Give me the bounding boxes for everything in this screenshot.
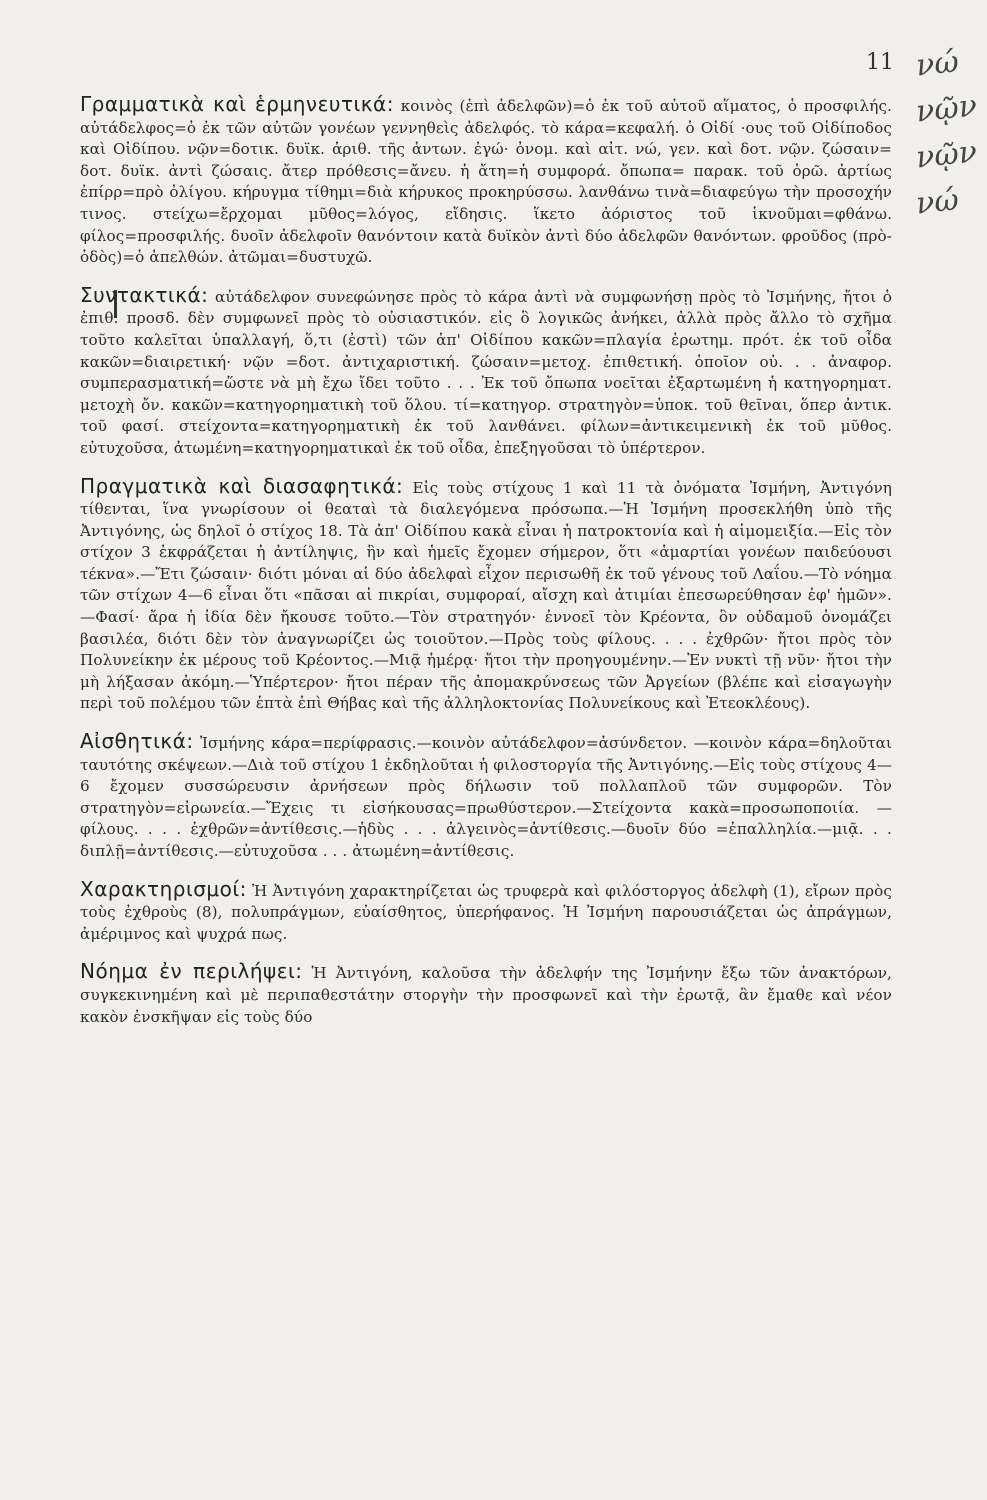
section-heading: Γραμματικὰ καὶ ἑρμηνευτικά: — [80, 92, 394, 116]
section-text: Ἡ Ἀντιγόνη χαρακτηρίζεται ὡς τρυφερὰ καὶ φιλόστοργος ἀδελφὴ (1), εἴρων πρὸς τοὺς ἐχθροὺς (8), πολυπράγμων, εὐαίσθητος, ὑπερήφανος. Ἡ Ἰσμήνη παρουσιάζεται ὡς ἀπράγμων, ἀμέριμνος καὶ ψυχρά πως. — [80, 881, 892, 943]
section-factual — [80, 473, 893, 716]
section-syntactical — [80, 282, 892, 460]
section-aesthetic — [80, 731, 892, 863]
margin-note: νώ — [914, 44, 961, 84]
handwritten-margin-notes — [916, 40, 986, 224]
section-paragraph — [80, 282, 892, 460]
margin-note: νῷν — [914, 88, 979, 130]
section-heading: Αἰσθητικά: — [80, 729, 194, 754]
section-grammatical — [80, 94, 892, 269]
margin-note: νῷν — [914, 134, 979, 176]
section-paragraph — [80, 731, 892, 863]
section-text: Εἰς τοὺς στίχους 1 καὶ 11 τὰ ὀνόματα Ἰσμήνη, Ἀντιγόνη τίθενται, ἵνα γνωρίσουν οἱ θεαταὶ τὰ διαλεγόμενα πρόσωπα.—Ἡ Ἰσμήνη προσεκλήθη ὑπὸ τῆς Ἀντιγόνης, ὡς δηλοῖ ὁ στίχος 18. Τὰ ἀπ' Οἰδίπου κακὰ εἶναι ἡ πατροκτονία καὶ ἡ αἱμομειξία.—Εἰς τὸν στίχον 3 ἐκφράζεται ἡ ἀντίληψις, ἣν καὶ ἡμεῖς ἔχομεν σήμερον, ὅτι «ἁμαρτίαι γονέων παιδεύουσι τέκνα».—Ἔτι ζώσαιν· διότι μόναι αἱ δύο ἀδελφαὶ εἶχον περισωθῆ ἐκ τοῦ γένους τοῦ Λαΐου.—Τὸ νόημα τῶν στίχων 4—6 εἶναι ὅτι «πᾶσαι αἱ πικρίαι, συμφοραί, αἴσχη καὶ ἀτιμίαι ἐπεσωρεύθησαν ἐφ' ἡμῶν».—Φασί· ἄρα ἡ ἰδία δὲν ἤκουσε τοῦτο.—Τὸν στρατηγόν· ἐννοεῖ τὸν Κρέοντα, ὃν οὐδαμοῦ ὀνομάζει βασιλέα, διότι δὲν τὸν ἀναγνωρίζει ὡς τοιοῦτον.—Πρὸς τοὺς φίλους. . . . ἐχθρῶν· ἤτοι πρὸς τὸν Πολυνείκην ἐκ μέρους τοῦ Κρέοντος.—Μιᾷ ἡμέρᾳ· ἤτοι τὴν προηγουμένην.—Ἐν νυκτὶ τῇ νῦν· ἤτοι τὴν μὴ λήξασαν ἀκόμη.—Ὑπέρτερον· ἤτοι πέραν τῆς ἀπομακρύνσεως τῶν Ἀργείων (βλέπε καὶ εἰσαγωγὴν περὶ τοῦ πολέμου τῶν ἑπτὰ ἐπὶ Θήβας καὶ τῆς ἀλληλοκτονίας Πολυνείκους καὶ Ἐτεοκλέους). — [80, 478, 893, 713]
section-summary — [80, 961, 892, 1028]
section-paragraph — [80, 876, 892, 946]
commentary-body — [80, 94, 892, 1044]
section-paragraph — [80, 473, 893, 716]
margin-note: νώ — [914, 182, 961, 222]
section-text: Ἡ Ἀντιγόνη, καλοῦσα τὴν ἀδελφήν της Ἰσμήνην ἔξω τῶν ἀνακτόρων, συγκεκινημένη καὶ μὲ περιπαθεστάτην στοργὴν τὴν προσφωνεῖ καὶ τὴν ἐρωτᾷ, ἂν ἔμαθε καὶ νέον κακὸν ἐνσκῆψαν εἰς τοὺς δύο — [80, 964, 892, 1026]
section-characterizations — [80, 876, 892, 946]
section-heading: Νόημα ἐν περιλήψει: — [80, 959, 303, 984]
section-heading: Συντακτικά: — [80, 282, 209, 307]
section-text: Ἰσμήνης κάρα=περίφρασις.—κοινὸν αὐτάδελφον=ἀσύνδετον. —κοινὸν κάρα=δηλοῦται ταυτότης σκέψεων.—Διὰ τοῦ στίχου 1 ἐκδηλοῦται ἡ φιλοστοργία τῆς Ἀντιγόνης.—Εἰς τοὺς στίχους 4—6 ἔχομεν συσσώρευσιν ἀρνήσεων πρὸς δήλωσιν τοῦ πολλαπλοῦ τῶν συμφορῶν. Τὸν στρατηγὸν=εἰρωνεία.—Ἔχεις τι εἰσήκουσας=πρωθύστερον.—Στείχοντα κακὰ=προσωποποιία. —φίλους. . . . ἐχθρῶν=ἀντίθεσις.—ἡδὺς . . . ἀλγεινὸς=ἀντίθεσις.—δυοῖν δύο =ἐπαλληλία.—μιᾷ. . . διπλῇ=ἀντίθεσις.—εὐτυχοῦσα . . . ἀτωμένη=ἀντίθεσις. — [80, 734, 892, 860]
section-paragraph — [80, 94, 892, 269]
section-text: αὐτάδελφον συνεφώνησε πρὸς τὸ κάρα ἀντὶ νὰ συμφωνήσῃ πρὸς τὸ Ἰσμήνης, ἤτοι ὁ ἐπιθ. προσδ. δὲν συμφωνεῖ πρὸς τὸ οὐσιαστικόν. εἰς ὃ λογικῶς ἀνήκει, ἀλλὰ πρὸς ἄλλο τὸ σχῆμα τοῦτο καλεῖται ὑπαλλαγή, ὅ,τι (ἐστὶ) τῶν ἀπ' Οἰδίπου κακῶν=πλαγία ἐρωτημ. πρότ. ἐκ τοῦ οἶδα κακῶν=διαιρετική· νῷν =δοτ. ἀντιχαριστική. ζώσαιν=μετοχ. ἐπιθετική. ὁποῖον οὐ. . . ἀναφορ. συμπερασματική=ὥστε νὰ μὴ ἔχω ἴδει τοῦτο . . . Ἐκ τοῦ ὄπωπα νοεῖται ἐξαρτωμένη ἡ κατηγορηματ. μετοχὴ ὄν. κακῶν=κατηγορηματικὴ τοῦ ὅλου. τί=κατηγορ. στρατηγὸν=ὑποκ. τοῦ θεῖναι, ὅπερ ἀντικ. τοῦ φασί. στείχοντα=κατηγορηματικὴ ἐκ τοῦ λανθάνει. φίλων=ἀντικειμενικὴ ἐκ τοῦ μῦθος. εὐτυχοῦσα, ἀτωμένη=κατηγορηματικαὶ ἐκ τοῦ οἶδα, ἐπεξηγοῦσαι τὸ ὑπέρτερον. — [80, 287, 892, 457]
section-heading: Χαρακτηρισμοί: — [80, 876, 247, 901]
section-text: κοινὸς (ἐπὶ ἀδελφῶν)=ὁ ἐκ τοῦ αὐτοῦ αἵματος, ὁ προσφιλής. αὐτάδελφος=ὁ ἐκ τῶν αὐτῶν γονέων γεννηθεὶς ἀδελφός. τὸ κάρα=κεφαλή. ὁ Οἰδί ·ους τοῦ Οἰδίποδος καὶ Οἰδίπου. νῷν=δοτικ. δυϊκ. ἀριθ. τῆς ἀντων. ἐγώ· ὀνομ. καὶ αἰτ. νώ, γεν. καὶ δοτ. νῷν. ζώσαιν= δοτ. δυϊκ. ἀντὶ ζώσαις. ἄτερ πρόθεσις=ἄνευ. ἡ ἄτη=ἡ συμφορά. ὄπωπα= παρακ. τοῦ ὁρῶ. ἀρτίως ἐπίρρ=πρὸ ὀλίγου. κήρυγμα τίθημι=διὰ κήρυκος προκηρύσσω. λανθάνω τινὰ=διαφεύγω τὴν προσοχήν τινος. στείχω=ἔρχομαι μῦθος=λόγος, εἴδησις. ἵκετο ἀόριστος τοῦ ἱκνοῦμαι=φθάνω. φίλος=προσφιλής. δυοῖν ἀδελφοῖν θανόντοιν κατὰ δυϊκὸν ἀντὶ δύο ἀδελφῶν θανόντων. φροῦδος (πρὸ-ὁδὸς)=ὁ ἀπελθών. ἀτῶμαι=δυστυχῶ. — [80, 97, 892, 267]
page-number: 11 — [866, 50, 894, 75]
section-paragraph — [80, 961, 892, 1028]
section-heading: Πραγματικὰ καὶ διασαφητικά: — [80, 473, 404, 498]
